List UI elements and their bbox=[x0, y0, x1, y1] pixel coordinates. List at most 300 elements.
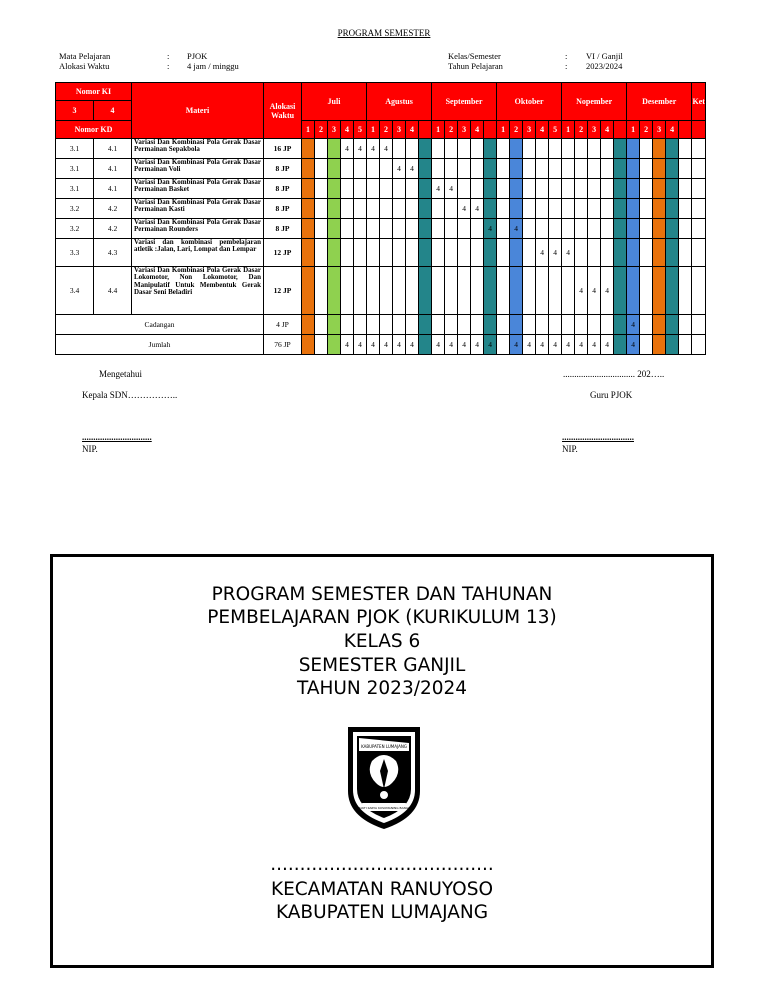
schedule-cell: 4 bbox=[510, 219, 523, 239]
schedule-cell bbox=[510, 179, 523, 199]
jumlah-alokasi: 76 JP bbox=[264, 335, 302, 355]
schedule-cell bbox=[393, 199, 406, 219]
schedule-cell: 4 bbox=[523, 335, 536, 355]
schedule-cell bbox=[432, 219, 445, 239]
schedule-cell bbox=[497, 139, 510, 159]
schedule-cell: 4 bbox=[562, 335, 575, 355]
schedule-cell: 4 bbox=[588, 335, 601, 355]
meta-sep: : bbox=[565, 61, 568, 71]
week-header: 3 bbox=[588, 121, 601, 139]
schedule-cell: 4 bbox=[367, 139, 380, 159]
schedule-cell: 4 bbox=[393, 159, 406, 179]
schedule-cell bbox=[393, 139, 406, 159]
schedule-cell bbox=[679, 315, 692, 335]
schedule-cell: 4 bbox=[549, 239, 562, 267]
ket-header: Ket bbox=[692, 83, 706, 121]
schedule-cell bbox=[302, 315, 315, 335]
week-header bbox=[614, 121, 627, 139]
schedule-cell bbox=[497, 335, 510, 355]
jumlah-label: Jumlah bbox=[56, 335, 264, 355]
kd3-cell: 3.1 bbox=[56, 159, 94, 179]
schedule-cell bbox=[601, 139, 614, 159]
week-header: 2 bbox=[575, 121, 588, 139]
schedule-cell bbox=[354, 219, 367, 239]
schedule-cell bbox=[588, 219, 601, 239]
schedule-cell bbox=[484, 315, 497, 335]
guru-label: Guru PJOK bbox=[590, 390, 633, 400]
schedule-cell bbox=[484, 239, 497, 267]
schedule-cell bbox=[536, 315, 549, 335]
schedule-cell bbox=[640, 139, 653, 159]
schedule-cell bbox=[393, 315, 406, 335]
schedule-cell bbox=[471, 159, 484, 179]
month-header: Desember bbox=[627, 83, 692, 121]
meta-label: Alokasi Waktu bbox=[59, 61, 110, 71]
schedule-cell bbox=[588, 315, 601, 335]
week-header: 2 bbox=[640, 121, 653, 139]
schedule-cell bbox=[679, 139, 692, 159]
kd4-cell: 4.1 bbox=[94, 159, 132, 179]
schedule-cell bbox=[627, 199, 640, 219]
week-header: 3 bbox=[328, 121, 341, 139]
month-header: Agustus bbox=[367, 83, 432, 121]
alokasi-cell: 8 JP bbox=[264, 199, 302, 219]
meta-sep: : bbox=[565, 51, 568, 61]
cover-dotted-line: ...................................... bbox=[270, 854, 494, 875]
schedule-cell bbox=[458, 219, 471, 239]
materi-cell: Variasi Dan Kombinasi Pola Gerak Dasar Permainan Kasti bbox=[132, 199, 264, 219]
schedule-cell bbox=[406, 179, 419, 199]
week-header: 1 bbox=[367, 121, 380, 139]
schedule-cell bbox=[640, 219, 653, 239]
schedule-cell bbox=[432, 267, 445, 315]
week-header: 5 bbox=[354, 121, 367, 139]
kd3-cell: 3.2 bbox=[56, 219, 94, 239]
logo-top-text: KABUPATEN LUMAJANG bbox=[361, 744, 407, 749]
table-row bbox=[56, 219, 706, 239]
schedule-cell bbox=[536, 219, 549, 239]
schedule-cell bbox=[354, 239, 367, 267]
cadangan-row bbox=[56, 315, 706, 335]
schedule-cell: 4 bbox=[575, 335, 588, 355]
schedule-cell bbox=[354, 159, 367, 179]
kd4-cell: 4.1 bbox=[94, 139, 132, 159]
schedule-cell bbox=[315, 139, 328, 159]
schedule-cell bbox=[510, 315, 523, 335]
schedule-cell bbox=[458, 239, 471, 267]
schedule-cell bbox=[432, 199, 445, 219]
schedule-cell bbox=[406, 315, 419, 335]
schedule-cell bbox=[679, 239, 692, 267]
nomor-ki-header: Nomor KI bbox=[56, 83, 132, 101]
nip-left: NIP. bbox=[82, 444, 98, 454]
schedule-cell bbox=[523, 315, 536, 335]
schedule-cell bbox=[666, 159, 679, 179]
schedule-cell bbox=[497, 239, 510, 267]
week-header: 3 bbox=[393, 121, 406, 139]
schedule-cell bbox=[328, 315, 341, 335]
kd4-cell: 4.3 bbox=[94, 239, 132, 267]
schedule-cell bbox=[666, 139, 679, 159]
schedule-cell bbox=[328, 179, 341, 199]
schedule-cell bbox=[354, 315, 367, 335]
alokasi-cell: 12 JP bbox=[264, 239, 302, 267]
cover-line: SEMESTER GANJIL bbox=[298, 655, 466, 676]
schedule-cell bbox=[315, 267, 328, 315]
alokasi-cell: 8 JP bbox=[264, 219, 302, 239]
schedule-cell bbox=[614, 139, 627, 159]
month-header: September bbox=[432, 83, 497, 121]
schedule-cell bbox=[614, 179, 627, 199]
schedule-cell bbox=[679, 335, 692, 355]
schedule-cell bbox=[328, 335, 341, 355]
kabupaten-label: KABUPATEN LUMAJANG bbox=[275, 902, 489, 923]
week-header: 2 bbox=[445, 121, 458, 139]
kepala-label: Kepala SDN…………….. bbox=[82, 390, 178, 400]
schedule-cell bbox=[627, 219, 640, 239]
materi-cell: Variasi Dan Kombinasi Pola Gerak Dasar Lokomotor, Non Lokomotor, Dan Manipulatif Untuk Membentuk Gerak Dasar Seni Beladiri bbox=[132, 267, 264, 315]
schedule-cell bbox=[640, 239, 653, 267]
schedule-cell bbox=[432, 315, 445, 335]
schedule-cell bbox=[302, 267, 315, 315]
schedule-cell bbox=[614, 239, 627, 267]
schedule-cell bbox=[510, 199, 523, 219]
schedule-cell bbox=[562, 159, 575, 179]
schedule-cell bbox=[679, 199, 692, 219]
month-header: Juli bbox=[302, 83, 367, 121]
week-header: 4 bbox=[406, 121, 419, 139]
schedule-cell bbox=[341, 219, 354, 239]
meta-right-labels bbox=[448, 51, 503, 71]
schedule-cell bbox=[328, 159, 341, 179]
schedule-cell bbox=[419, 139, 432, 159]
schedule-cell: 4 bbox=[549, 335, 562, 355]
schedule-cell bbox=[497, 199, 510, 219]
schedule-cell bbox=[484, 139, 497, 159]
schedule-cell bbox=[588, 199, 601, 219]
schedule-cell bbox=[380, 199, 393, 219]
schedule-cell bbox=[380, 315, 393, 335]
schedule-cell bbox=[562, 267, 575, 315]
schedule-cell bbox=[614, 267, 627, 315]
cadangan-alokasi: 4 JP bbox=[264, 315, 302, 335]
ket-cell bbox=[692, 335, 706, 355]
ket-week-cell bbox=[692, 121, 706, 139]
ket-cell bbox=[692, 315, 706, 335]
schedule-cell bbox=[562, 179, 575, 199]
week-header: 2 bbox=[315, 121, 328, 139]
schedule-cell bbox=[614, 315, 627, 335]
schedule-cell bbox=[367, 267, 380, 315]
schedule-cell: 4 bbox=[432, 335, 445, 355]
alokasi-header: Alokasi Waktu bbox=[264, 83, 302, 139]
schedule-cell: 4 bbox=[445, 335, 458, 355]
schedule-cell bbox=[458, 267, 471, 315]
cover-box bbox=[50, 554, 714, 968]
alokasi-cell: 12 JP bbox=[264, 267, 302, 315]
schedule-cell bbox=[679, 267, 692, 315]
schedule-cell: 4 bbox=[575, 267, 588, 315]
month-header: Nopember bbox=[562, 83, 627, 121]
table-row bbox=[56, 139, 706, 159]
schedule-cell bbox=[445, 315, 458, 335]
schedule-cell bbox=[406, 239, 419, 267]
logo-bottom-text: BHAKTI KARYA KUSUMANING BANGSA bbox=[355, 806, 413, 810]
schedule-cell: 4 bbox=[341, 139, 354, 159]
ki3-header: 3 bbox=[56, 101, 94, 121]
schedule-cell bbox=[497, 159, 510, 179]
schedule-cell bbox=[484, 179, 497, 199]
alokasi-cell: 8 JP bbox=[264, 159, 302, 179]
schedule-cell: 4 bbox=[536, 239, 549, 267]
schedule-cell bbox=[666, 315, 679, 335]
meta-left-sep bbox=[167, 51, 169, 71]
week-header: 1 bbox=[302, 121, 315, 139]
meta-right-values bbox=[586, 51, 623, 71]
schedule-cell bbox=[601, 315, 614, 335]
schedule-cell bbox=[302, 239, 315, 267]
week-header: 4 bbox=[536, 121, 549, 139]
schedule-cell bbox=[614, 159, 627, 179]
schedule-cell bbox=[653, 179, 666, 199]
schedule-cell bbox=[601, 159, 614, 179]
schedule-cell bbox=[562, 315, 575, 335]
schedule-cell bbox=[523, 199, 536, 219]
lumajang-emblem-logo bbox=[344, 721, 424, 831]
schedule-cell bbox=[380, 159, 393, 179]
schedule-cell bbox=[627, 239, 640, 267]
schedule-cell bbox=[679, 179, 692, 199]
schedule-cell bbox=[497, 315, 510, 335]
schedule-cell bbox=[328, 239, 341, 267]
schedule-cell: 4 bbox=[367, 335, 380, 355]
schedule-cell bbox=[406, 267, 419, 315]
schedule-cell bbox=[445, 267, 458, 315]
kd4-cell: 4.4 bbox=[94, 267, 132, 315]
schedule-cell bbox=[315, 159, 328, 179]
schedule-cell bbox=[315, 315, 328, 335]
week-header bbox=[419, 121, 432, 139]
kd3-cell: 3.1 bbox=[56, 179, 94, 199]
materi-header: Materi bbox=[132, 83, 264, 139]
schedule-cell bbox=[354, 199, 367, 219]
schedule-cell bbox=[367, 199, 380, 219]
schedule-cell bbox=[367, 179, 380, 199]
schedule-cell bbox=[341, 267, 354, 315]
schedule-cell bbox=[302, 179, 315, 199]
schedule-cell bbox=[653, 159, 666, 179]
schedule-cell bbox=[653, 139, 666, 159]
schedule-cell bbox=[315, 219, 328, 239]
schedule-cell bbox=[562, 199, 575, 219]
schedule-cell bbox=[419, 159, 432, 179]
meta-sep: : bbox=[167, 51, 170, 61]
meta-right-sep bbox=[565, 51, 567, 71]
schedule-cell bbox=[510, 239, 523, 267]
schedule-cell bbox=[575, 315, 588, 335]
jumlah-row bbox=[56, 335, 706, 355]
schedule-cell bbox=[679, 159, 692, 179]
week-header: 4 bbox=[601, 121, 614, 139]
schedule-cell: 4 bbox=[536, 335, 549, 355]
table-row bbox=[56, 159, 706, 179]
ket-cell bbox=[692, 239, 706, 267]
schedule-cell: 4 bbox=[458, 335, 471, 355]
week-header: 2 bbox=[380, 121, 393, 139]
schedule-cell bbox=[653, 239, 666, 267]
materi-cell: Variasi Dan Kombinasi Pola Gerak Dasar Permainan Voli bbox=[132, 159, 264, 179]
schedule-cell bbox=[536, 139, 549, 159]
schedule-cell bbox=[341, 179, 354, 199]
schedule-cell bbox=[367, 219, 380, 239]
schedule-cell bbox=[419, 199, 432, 219]
kd3-cell: 3.2 bbox=[56, 199, 94, 219]
ki4-header: 4 bbox=[94, 101, 132, 121]
schedule-cell: 4 bbox=[601, 267, 614, 315]
meta-label: Tahun Pelajaran bbox=[448, 61, 503, 71]
kd3-cell: 3.3 bbox=[56, 239, 94, 267]
schedule-cell bbox=[549, 315, 562, 335]
schedule-cell: 4 bbox=[471, 335, 484, 355]
schedule-cell bbox=[497, 179, 510, 199]
schedule-cell: 4 bbox=[380, 335, 393, 355]
week-header: 1 bbox=[562, 121, 575, 139]
schedule-cell bbox=[575, 159, 588, 179]
kd3-cell: 3.1 bbox=[56, 139, 94, 159]
schedule-cell bbox=[497, 267, 510, 315]
schedule-cell bbox=[302, 139, 315, 159]
schedule-cell bbox=[523, 139, 536, 159]
cover-line: KELAS 6 bbox=[343, 631, 421, 652]
schedule-cell bbox=[614, 335, 627, 355]
schedule-cell bbox=[406, 139, 419, 159]
schedule-cell bbox=[419, 179, 432, 199]
meta-label: Mata Pelajaran bbox=[59, 51, 111, 61]
ket-cell bbox=[692, 139, 706, 159]
schedule-cell bbox=[562, 139, 575, 159]
kd4-cell: 4.1 bbox=[94, 179, 132, 199]
schedule-cell bbox=[666, 219, 679, 239]
schedule-cell bbox=[393, 239, 406, 267]
schedule-cell bbox=[653, 219, 666, 239]
week-header: 3 bbox=[458, 121, 471, 139]
schedule-cell: 4 bbox=[484, 219, 497, 239]
schedule-cell bbox=[393, 219, 406, 239]
schedule-cell bbox=[653, 267, 666, 315]
schedule-cell bbox=[536, 159, 549, 179]
schedule-cell bbox=[406, 219, 419, 239]
schedule-cell bbox=[614, 219, 627, 239]
schedule-cell: 4 bbox=[484, 335, 497, 355]
week-header bbox=[679, 121, 692, 139]
alokasi-cell: 8 JP bbox=[264, 179, 302, 199]
schedule-cell bbox=[575, 239, 588, 267]
week-header: 1 bbox=[627, 121, 640, 139]
schedule-cell: 4 bbox=[393, 335, 406, 355]
schedule-cell bbox=[510, 267, 523, 315]
schedule-cell bbox=[653, 199, 666, 219]
schedule-cell bbox=[640, 179, 653, 199]
schedule-cell bbox=[549, 179, 562, 199]
schedule-cell bbox=[328, 219, 341, 239]
schedule-cell bbox=[627, 139, 640, 159]
schedule-cell bbox=[471, 267, 484, 315]
schedule-cell bbox=[328, 267, 341, 315]
schedule-cell bbox=[666, 199, 679, 219]
week-header: 5 bbox=[549, 121, 562, 139]
schedule-cell: 4 bbox=[432, 179, 445, 199]
schedule-cell bbox=[432, 239, 445, 267]
schedule-cell bbox=[328, 199, 341, 219]
schedule-cell bbox=[471, 239, 484, 267]
nip-right: NIP. bbox=[562, 444, 578, 454]
schedule-cell bbox=[536, 199, 549, 219]
schedule-cell bbox=[679, 219, 692, 239]
schedule-cell bbox=[510, 159, 523, 179]
schedule-cell bbox=[419, 267, 432, 315]
signature-line-left: ............................... bbox=[82, 432, 152, 442]
schedule-cell bbox=[432, 139, 445, 159]
schedule-cell: 4 bbox=[510, 335, 523, 355]
schedule-cell bbox=[523, 219, 536, 239]
materi-cell: Variasi Dan Kombinasi Pola Gerak Dasar Permainan Rounders bbox=[132, 219, 264, 239]
week-header: 4 bbox=[341, 121, 354, 139]
schedule-cell bbox=[549, 267, 562, 315]
month-header: Oktober bbox=[497, 83, 562, 121]
schedule-cell bbox=[354, 179, 367, 199]
ket-cell bbox=[692, 219, 706, 239]
schedule-cell bbox=[315, 335, 328, 355]
schedule-cell bbox=[575, 179, 588, 199]
schedule-cell bbox=[588, 139, 601, 159]
schedule-cell bbox=[666, 239, 679, 267]
kd4-cell: 4.2 bbox=[94, 219, 132, 239]
nomor-kd-header: Nomor KD bbox=[56, 121, 132, 139]
schedule-cell bbox=[406, 199, 419, 219]
schedule-cell bbox=[341, 239, 354, 267]
schedule-cell bbox=[354, 267, 367, 315]
ket-cell bbox=[692, 267, 706, 315]
ket-cell bbox=[692, 159, 706, 179]
schedule-cell bbox=[341, 159, 354, 179]
kecamatan-label: KECAMATAN RANUYOSO bbox=[270, 879, 494, 900]
table-row bbox=[56, 239, 706, 267]
week-header: 4 bbox=[471, 121, 484, 139]
schedule-cell bbox=[471, 219, 484, 239]
schedule-cell bbox=[510, 139, 523, 159]
schedule-cell bbox=[471, 315, 484, 335]
schedule-cell bbox=[523, 159, 536, 179]
meta-value: VI / Ganjil bbox=[586, 51, 623, 61]
meta-left-labels bbox=[59, 51, 110, 71]
meta-value: 2023/2024 bbox=[586, 61, 623, 71]
kd4-cell: 4.2 bbox=[94, 199, 132, 219]
schedule-cell: 4 bbox=[588, 267, 601, 315]
schedule-cell bbox=[666, 335, 679, 355]
schedule-cell bbox=[627, 159, 640, 179]
schedule-cell bbox=[328, 139, 341, 159]
schedule-cell bbox=[380, 219, 393, 239]
schedule-cell bbox=[640, 335, 653, 355]
schedule-cell bbox=[341, 315, 354, 335]
schedule-cell bbox=[549, 219, 562, 239]
meta-left-values bbox=[187, 51, 239, 71]
schedule-cell bbox=[640, 159, 653, 179]
table-row bbox=[56, 267, 706, 315]
schedule-cell bbox=[419, 315, 432, 335]
schedule-cell bbox=[497, 219, 510, 239]
schedule-cell bbox=[458, 315, 471, 335]
